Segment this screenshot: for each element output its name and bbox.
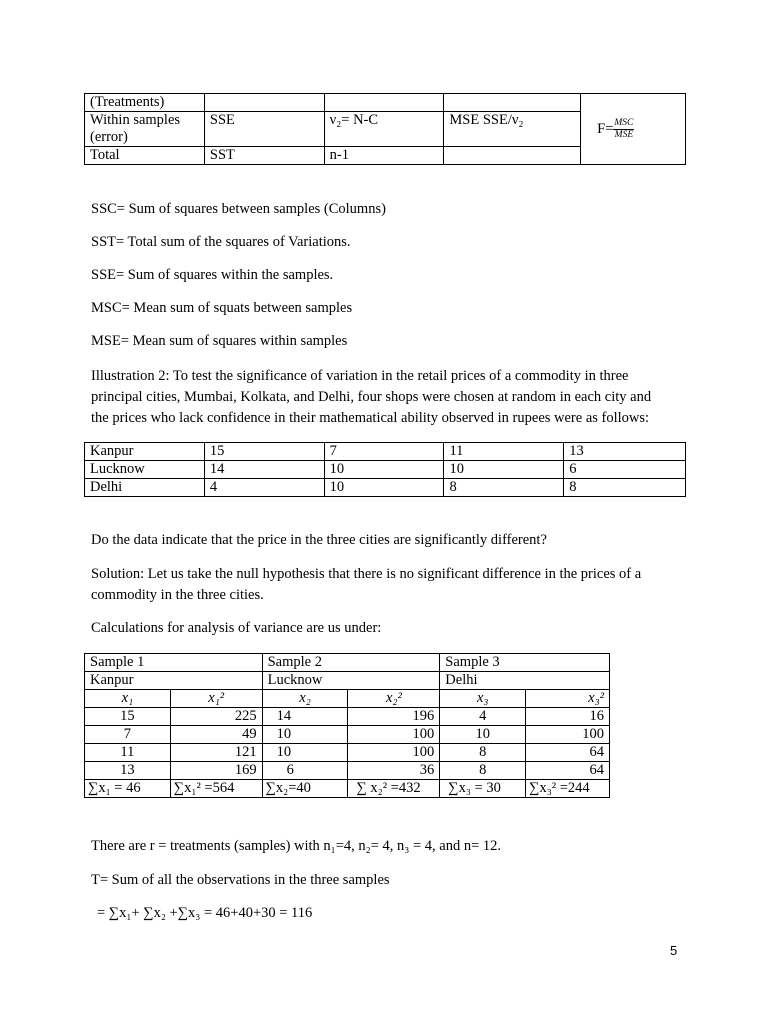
total-cell: ∑x₂=40 xyxy=(262,780,348,798)
table-cell: ν₂= N-C xyxy=(324,112,444,147)
table-cell xyxy=(444,147,581,165)
table-cell: (Treatments) xyxy=(85,94,205,112)
table-row xyxy=(85,443,686,461)
table-row xyxy=(85,780,610,798)
table-cell: 13 xyxy=(85,762,171,780)
table-cell: SST xyxy=(204,147,324,165)
table-cell: 8 xyxy=(440,744,526,762)
table-row xyxy=(85,94,686,112)
text-line: Solution: Let us take the null hypothesis that there is no significant difference in the prices of a xyxy=(91,566,642,582)
table-cell xyxy=(204,94,324,112)
table-cell: 10 xyxy=(440,726,526,744)
sample-header: Sample 3 xyxy=(440,654,610,672)
table-cell: 13 xyxy=(564,443,686,461)
table-cell: 100 xyxy=(348,726,440,744)
table-cell: Total xyxy=(85,147,205,165)
table-cell: 4 xyxy=(204,479,324,497)
table-cell xyxy=(444,94,581,112)
calculation-table xyxy=(84,653,610,798)
definition-msc: MSC= Mean sum of squats between samples xyxy=(91,300,353,316)
page-number: 5 xyxy=(670,943,678,958)
table-cell: 11 xyxy=(444,443,564,461)
definition-ssc: SSC= Sum of squares between samples (Columns) xyxy=(91,201,386,217)
table-cell: 10 xyxy=(444,461,564,479)
column-header: x₃ xyxy=(440,690,526,708)
text-line: the prices who lack confidence in their mathematical ability observed in rupees were as follows: xyxy=(91,410,650,426)
solution-paragraph xyxy=(91,564,691,606)
table-cell: Delhi xyxy=(85,479,205,497)
table-cell: 6 xyxy=(564,461,686,479)
table-cell: Lucknow xyxy=(85,461,205,479)
table-cell: 64 xyxy=(526,744,610,762)
text-line: Illustration 2: To test the significance of variation in the retail prices of a commodity in three xyxy=(91,368,629,384)
definition-mse: MSE= Mean sum of squares within samples xyxy=(91,333,348,349)
total-cell: ∑x₃² =244 xyxy=(526,780,610,798)
table-row xyxy=(85,726,610,744)
table-row xyxy=(85,744,610,762)
table-cell: 10 xyxy=(262,726,348,744)
table-row xyxy=(85,479,686,497)
total-cell: ∑x₃ = 30 xyxy=(440,780,526,798)
table-cell: 11 xyxy=(85,744,171,762)
table-cell: 8 xyxy=(444,479,564,497)
table-cell: 6 xyxy=(262,762,348,780)
table-cell: 16 xyxy=(526,708,610,726)
city-header: Delhi xyxy=(440,672,610,690)
total-cell: ∑x₁ = 46 xyxy=(85,780,171,798)
table-cell: 225 xyxy=(170,708,262,726)
anova-table xyxy=(84,93,686,165)
sample-header: Sample 2 xyxy=(262,654,440,672)
f-numerator: MSC xyxy=(614,117,634,128)
table-cell: 64 xyxy=(526,762,610,780)
table-cell: 8 xyxy=(440,762,526,780)
table-cell: 14 xyxy=(262,708,348,726)
total-cell: ∑ x₂² =432 xyxy=(348,780,440,798)
f-ratio-cell xyxy=(581,94,686,165)
question-text: Do the data indicate that the price in the three cities are significantly different? xyxy=(91,532,547,548)
f-prefix: F= xyxy=(597,120,614,137)
table-cell: 10 xyxy=(262,744,348,762)
table-row xyxy=(85,672,610,690)
t-definition: T= Sum of all the observations in the three samples xyxy=(91,872,390,888)
table-cell: SSE xyxy=(204,112,324,147)
table-cell: 10 xyxy=(324,461,444,479)
table-cell: Kanpur xyxy=(85,443,205,461)
text-line: principal cities, Mumbai, Kolkata, and Delhi, four shops were chosen at random in each city and xyxy=(91,389,652,405)
table-row xyxy=(85,690,610,708)
treatments-line: There are r = treatments (samples) with n₁=4, n₂= 4, n₃ = 4, and n= 12. xyxy=(91,838,501,854)
table-cell: 49 xyxy=(170,726,262,744)
column-header: x₁ xyxy=(85,690,171,708)
table-cell: 169 xyxy=(170,762,262,780)
f-fraction xyxy=(613,118,634,141)
table-cell: 36 xyxy=(348,762,440,780)
f-denominator: MSE xyxy=(614,129,634,140)
table-cell: MSE SSE/ν₂ xyxy=(444,112,581,147)
table-row xyxy=(85,762,610,780)
definition-sse: SSE= Sum of squares within the samples. xyxy=(91,267,334,283)
city-header: Lucknow xyxy=(262,672,440,690)
table-cell: 15 xyxy=(204,443,324,461)
city-header: Kanpur xyxy=(85,672,263,690)
table-cell xyxy=(324,94,444,112)
table-cell: 7 xyxy=(324,443,444,461)
sample-header: Sample 1 xyxy=(85,654,263,672)
definition-sst: SST= Total sum of the squares of Variations. xyxy=(91,234,351,250)
table-cell: Within samples (error) xyxy=(85,112,205,147)
column-header: x₁² xyxy=(170,690,262,708)
table-cell: 10 xyxy=(324,479,444,497)
table-row xyxy=(85,654,610,672)
column-header: x₂² xyxy=(348,690,440,708)
prices-table xyxy=(84,442,686,497)
table-cell: 196 xyxy=(348,708,440,726)
table-cell: 8 xyxy=(564,479,686,497)
table-cell: n-1 xyxy=(324,147,444,165)
column-header: x₂ xyxy=(262,690,348,708)
text-line: commodity in the three cities. xyxy=(91,587,264,603)
t-calculation: = ∑x₁+ ∑x₂ +∑x₃ = 46+40+30 = 116 xyxy=(97,905,313,921)
column-header: x₃² xyxy=(526,690,610,708)
table-row xyxy=(85,708,610,726)
table-cell: 100 xyxy=(348,744,440,762)
table-cell: 14 xyxy=(204,461,324,479)
total-cell: ∑x₁² =564 xyxy=(170,780,262,798)
table-row xyxy=(85,461,686,479)
calc-intro: Calculations for analysis of variance are us under: xyxy=(91,620,382,636)
table-cell: 121 xyxy=(170,744,262,762)
illustration-paragraph xyxy=(91,366,691,429)
table-cell: 7 xyxy=(85,726,171,744)
table-cell: 15 xyxy=(85,708,171,726)
table-cell: 4 xyxy=(440,708,526,726)
table-cell: 100 xyxy=(526,726,610,744)
